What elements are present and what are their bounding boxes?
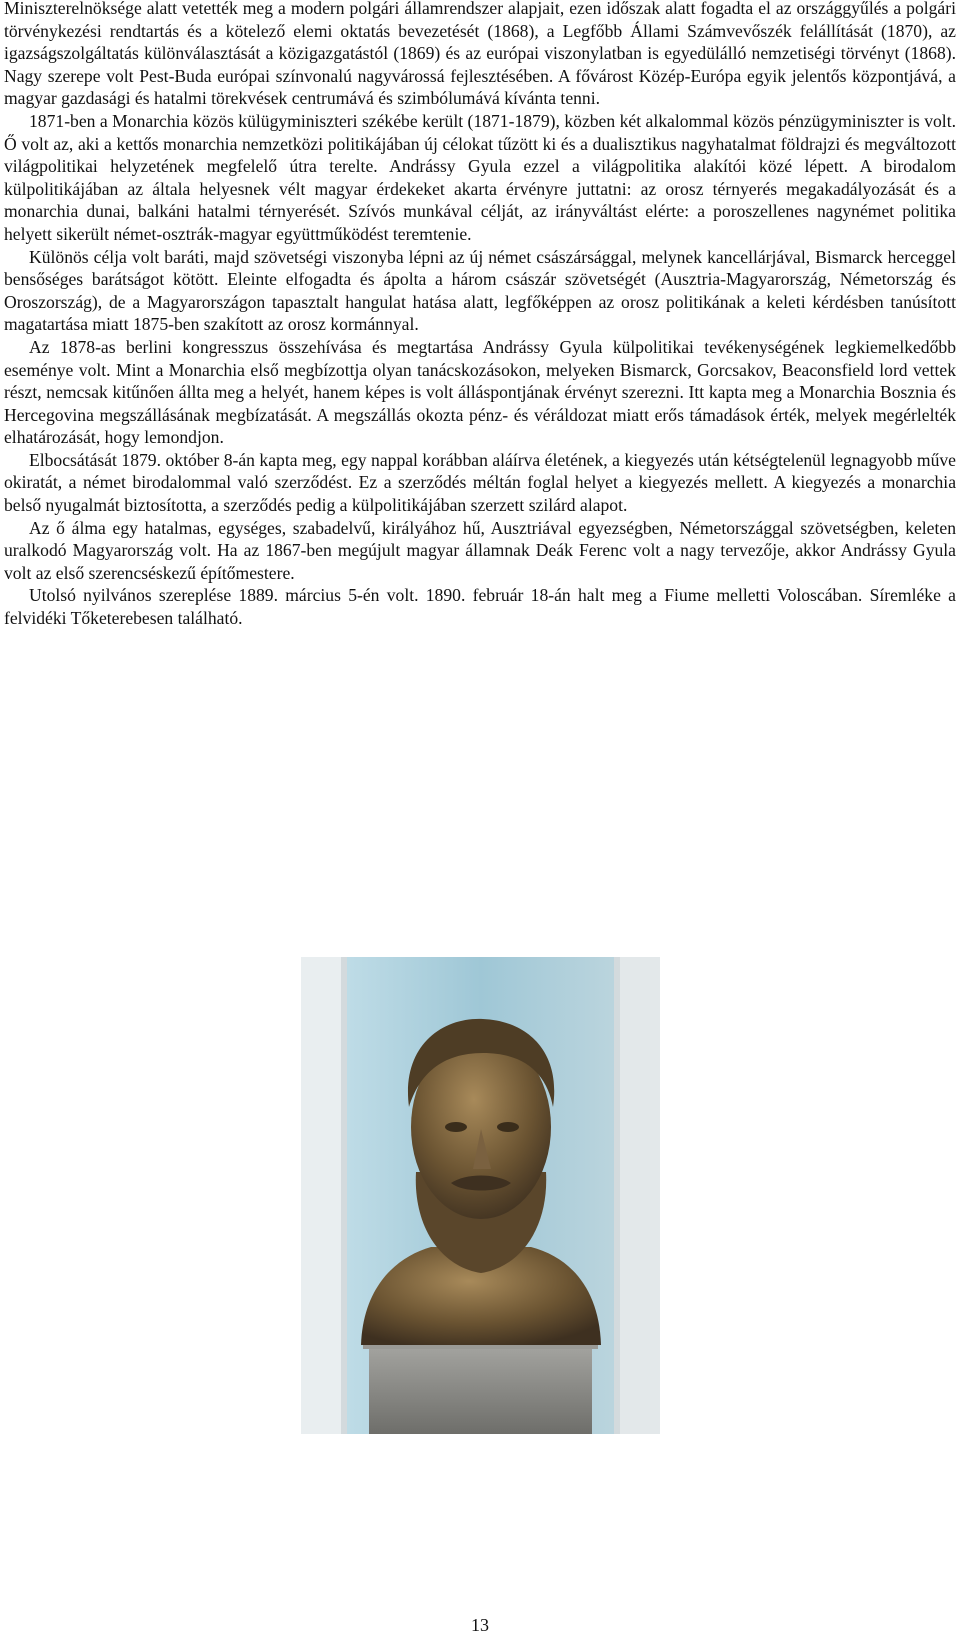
paragraph-7: Utolsó nyilvános szereplése 1889. március 5-én volt. 1890. február 18-án halt meg a Fiume melletti Voloscában. Síremléke a felvidéki Tőketerebesen található. [4,585,956,629]
paragraph-1: Miniszterelnöksége alatt vetették meg a modern polgári államrendszer alapjait, ezen időszak alatt fogadta el az országgyűlés a polgári törvénykezési rendtartás és a kötelező elemi oktatás bevezetését (1868), a Legfőbb Állami Számvevőszék felállítását (1870), az igazságszolgáltatás különválasztását a közigazgatástól (1869) és az európai viszonylatban is egyedülálló nemzetiségi törvényt (1868). Nagy szerepe volt Pest-Buda európai színvonalú nagyvárossá fejlesztésében. A fővárost Közép-Európa egyik jelentős központjává, a magyar gazdasági és hatalmi törekvések centrumává és szimbólumává kívánta tenni. [4,0,956,109]
bust-photo-illustration [301,957,660,1434]
body-text [4,0,956,630]
bust-photo [301,957,660,1434]
paragraph-5: Elbocsátását 1879. október 8-án kapta meg, egy nappal korábban aláírva életének, a kiegyezés után kétségtelenül legnagyobb műve okiratát, a német birodalommal való szerződést. Ez a szerződés méltán foglal helyet a kiegyezés mellett. A kiegyezés a monarchia belső nyugalmát biztosította, a szerződés pedig a külpolitikájában szerzett szilárd alapot. [4,449,956,516]
paragraph-3: Különös célja volt baráti, majd szövetségi viszonyba lépni az új német császársággal, melynek kancellárjával, Bismarck herceggel bensőséges barátságot kötött. Eleinte elfogadta és ápolta a három császár szövetségét (Ausztria-Magyarország, Németország és Oroszország), de a Magyarországon tapasztalt hangulat hatása alatt, legfőképpen az orosz politikának a keleti kérdésben tanúsított magatartása miatt 1875-ben szakított az orosz kormánnyal. [4,246,956,335]
paragraph-2: 1871-ben a Monarchia közös külügyminiszteri székébe került (1871-1879), közben két alkalommal közös pénzügyminiszter is volt. Ő volt az, aki a kettős monarchia nemzetközi politikájában új célokat tűzött ki és a dualisztikus nagyhatalmat földrajzi és megváltozott világpolitikai helyzetének megfelelő útra terelte. Andrássy Gyula ezzel a világpolitika alakítói közé lépett. A birodalom külpolitikájában az általa helyesnek vélt magyar érdekeket akarta érvényre juttatni: az orosz térnyerés megakadályozását és a monarchia dunai, balkáni hatalmi térnyerését. Szívós munkával célját, az irányváltást elérte: a poroszellenes nagynémet politika helyett sikerült német-osztrák-magyar együttműködést teremtenie. [4,110,956,244]
page-number: 13 [471,1615,489,1635]
paragraph-6: Az ő álma egy hatalmas, egységes, szabadelvű, királyához hű, Ausztriával egyezségben, Németországgal szövetségben, keleten uralkodó Magyarország volt. Ha az 1867-ben megújult magyar államnak Deák Ferenc volt a nagy tervezője, akkor Andrássy Gyula volt az első szerencséskezű építőmestere. [4,517,956,583]
paragraph-4: Az 1878-as berlini kongresszus összehívása és megtartása Andrássy Gyula külpolitikai tevékenységének legkiemelkedőbb eseménye volt. Mint a Monarchia első megbízottja olyan tanácskozásokon, melyeken Bismarck, Gorcsakov, Beaconsfield lord vettek részt, nemcsak kitűnően állta meg a helyét, hanem képes is volt álláspontjának érvényt szerezni. Itt kapta meg a Monarchia Bosznia és Hercegovina megszállásának megbízatását. A megszállás okozta pénz- és véráldozat miatt erős támadások érték, melyek megérlelték elhatározását, hogy lemondjon. [4,336,956,448]
